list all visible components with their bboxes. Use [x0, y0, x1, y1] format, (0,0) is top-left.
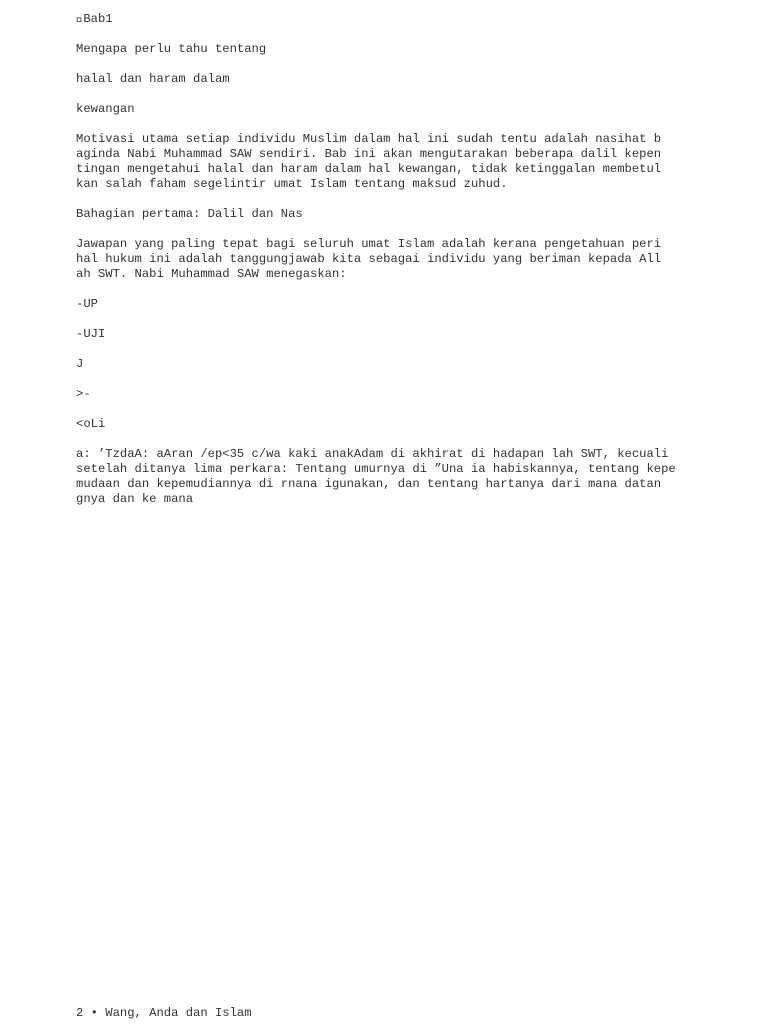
chapter-title-line-2: halal dan haram dalam	[76, 72, 230, 86]
page-footer: 2 • Wang, Anda dan Islam	[76, 1006, 252, 1020]
ocr-fragment: -UJI	[76, 327, 106, 341]
ocr-fragment: J	[76, 357, 84, 371]
intro-paragraph: Motivasi utama setiap individu Muslim dalam hal ini sudah tentu adalah nasihat b aginda Nabi Muhammad SAW sendiri. Bab ini akan mengutarakan beberapa dalil kepen tingan mengetahui halal dan haram dalam hal kewangan, tidak ketinggalan membetul kan salah faham segelintir umat Islam tentang maksud zuhud.	[76, 132, 662, 191]
hadith-paragraph: a: ’TzdaA: aAran /ep<35 c/wa kaki anakAdam di akhirat di hadapan lah SWT, kecuali setelah ditanya lima perkara: Tentang umurnya di ”Una ia habiskannya, tentang kepe mudaan dan kepemudiannya di rnana igunakan, dan tentang hartanya dari mana datan gnya dan ke mana	[76, 447, 676, 506]
ocr-fragment: >-	[76, 387, 91, 401]
chapter-title-line-3: kewangan	[76, 102, 135, 116]
document-body	[76, 12, 716, 522]
chapter-header: Bab1	[76, 12, 113, 26]
ocr-fragment: <oLi	[76, 417, 106, 431]
ocr-fragment: -UP	[76, 297, 98, 311]
section-heading: Bahagian pertama: Dalil dan Nas	[76, 207, 303, 221]
chapter-title-line-1: Mengapa perlu tahu tentang	[76, 42, 267, 56]
answer-paragraph: Jawapan yang paling tepat bagi seluruh umat Islam adalah kerana pengetahuan peri hal hukum ini adalah tanggungjawab kita sebagai individu yang beriman kepada All ah SWT. Nabi Muhammad SAW menegaskan:	[76, 237, 662, 281]
